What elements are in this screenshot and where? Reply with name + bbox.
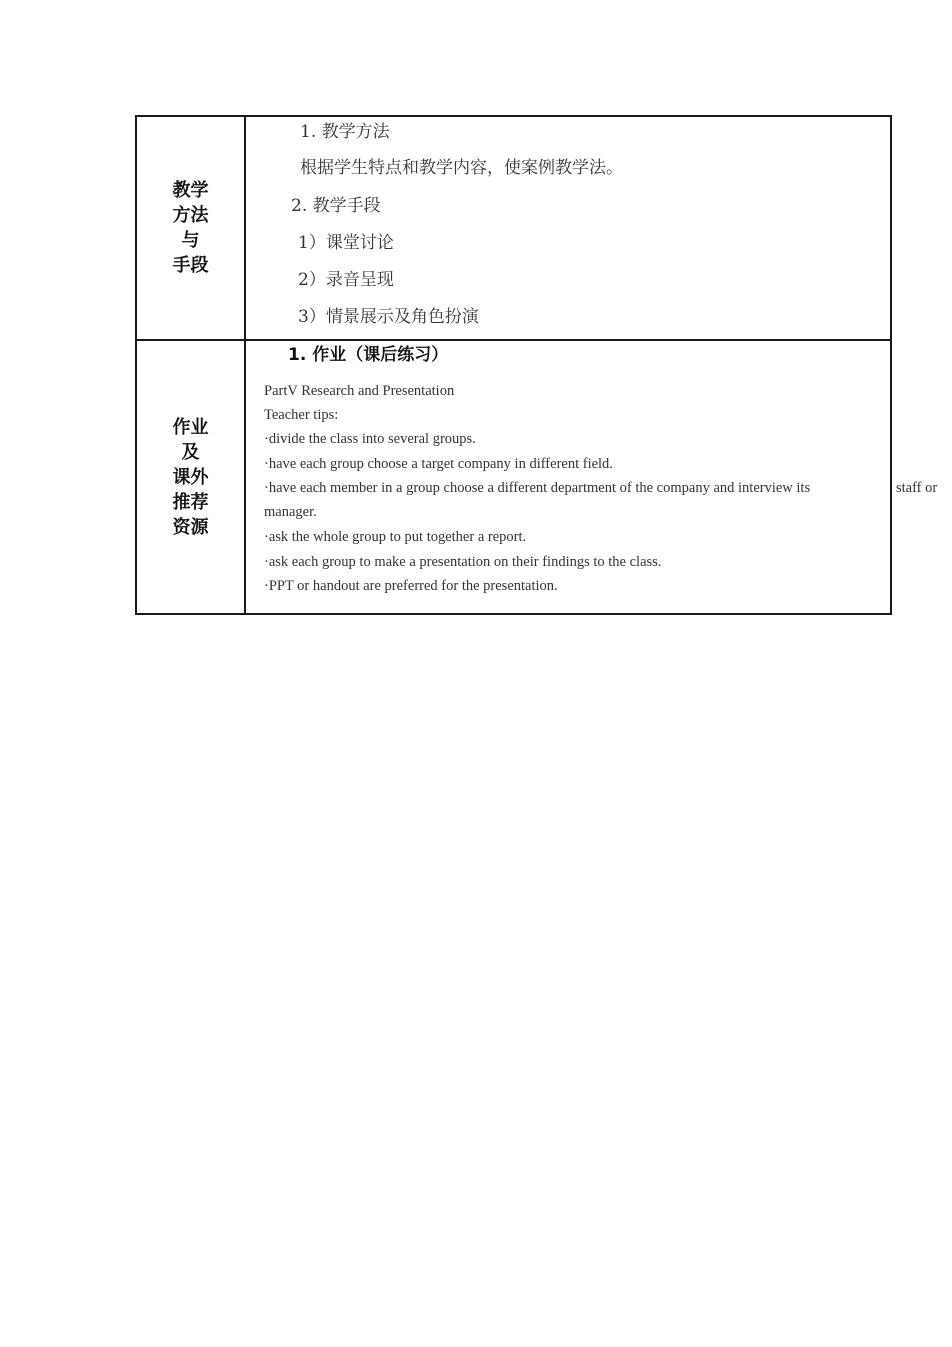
tip-item-line: ·have each member in a group choose a different department of the company and interview its: [264, 480, 811, 496]
tip-item: ·ask each group to make a presentation on their findings to the class.: [264, 554, 662, 570]
methods-label-line: 与: [181, 230, 200, 251]
tip-item-wrapped: [264, 476, 952, 500]
homework-label-line: 作业: [172, 416, 209, 438]
tip-item: ·PPT or handout are preferred for the presentation.: [264, 578, 558, 594]
tip-item: ·have each group choose a target company in different field.: [264, 456, 613, 472]
homework-label-line: 推荐: [172, 491, 209, 513]
method-description: 根据学生特点和教学内容，使案例教学法。: [300, 158, 623, 178]
homework-content-cell: [245, 340, 938, 614]
homework-label-line: 资源: [172, 516, 209, 538]
means-heading: 2. 教学手段: [291, 196, 381, 216]
methods-row: [136, 116, 891, 340]
method-heading: 1. 教学方法: [300, 122, 390, 142]
homework-label-cell: [136, 340, 245, 614]
homework-label-line: 及: [181, 441, 200, 463]
tip-item-continuation: manager.: [264, 504, 317, 520]
homework-row: [136, 340, 891, 614]
tip-item-overflow: staff or: [896, 480, 938, 496]
means-item: 2）录音呈现: [298, 270, 394, 290]
means-item: 3）情景展示及角色扮演: [298, 307, 479, 327]
methods-label-line: 方法: [172, 205, 209, 226]
tip-item: ·ask the whole group to put together a report.: [264, 529, 527, 545]
tip-item: ·divide the class into several groups.: [264, 431, 476, 447]
methods-label-cell: [136, 116, 245, 340]
part-title: PartV Research and Presentation: [264, 383, 455, 399]
methods-label-line: 教学: [172, 180, 209, 201]
homework-label-line: 课外: [172, 466, 209, 488]
means-item: 1）课堂讨论: [298, 233, 394, 253]
methods-content-cell: [245, 116, 891, 340]
homework-heading: 1. 作业（课后练习）: [288, 345, 449, 365]
course-info-table: [135, 115, 938, 615]
methods-label-line: 手段: [172, 255, 209, 276]
tips-title: Teacher tips:: [264, 407, 339, 423]
